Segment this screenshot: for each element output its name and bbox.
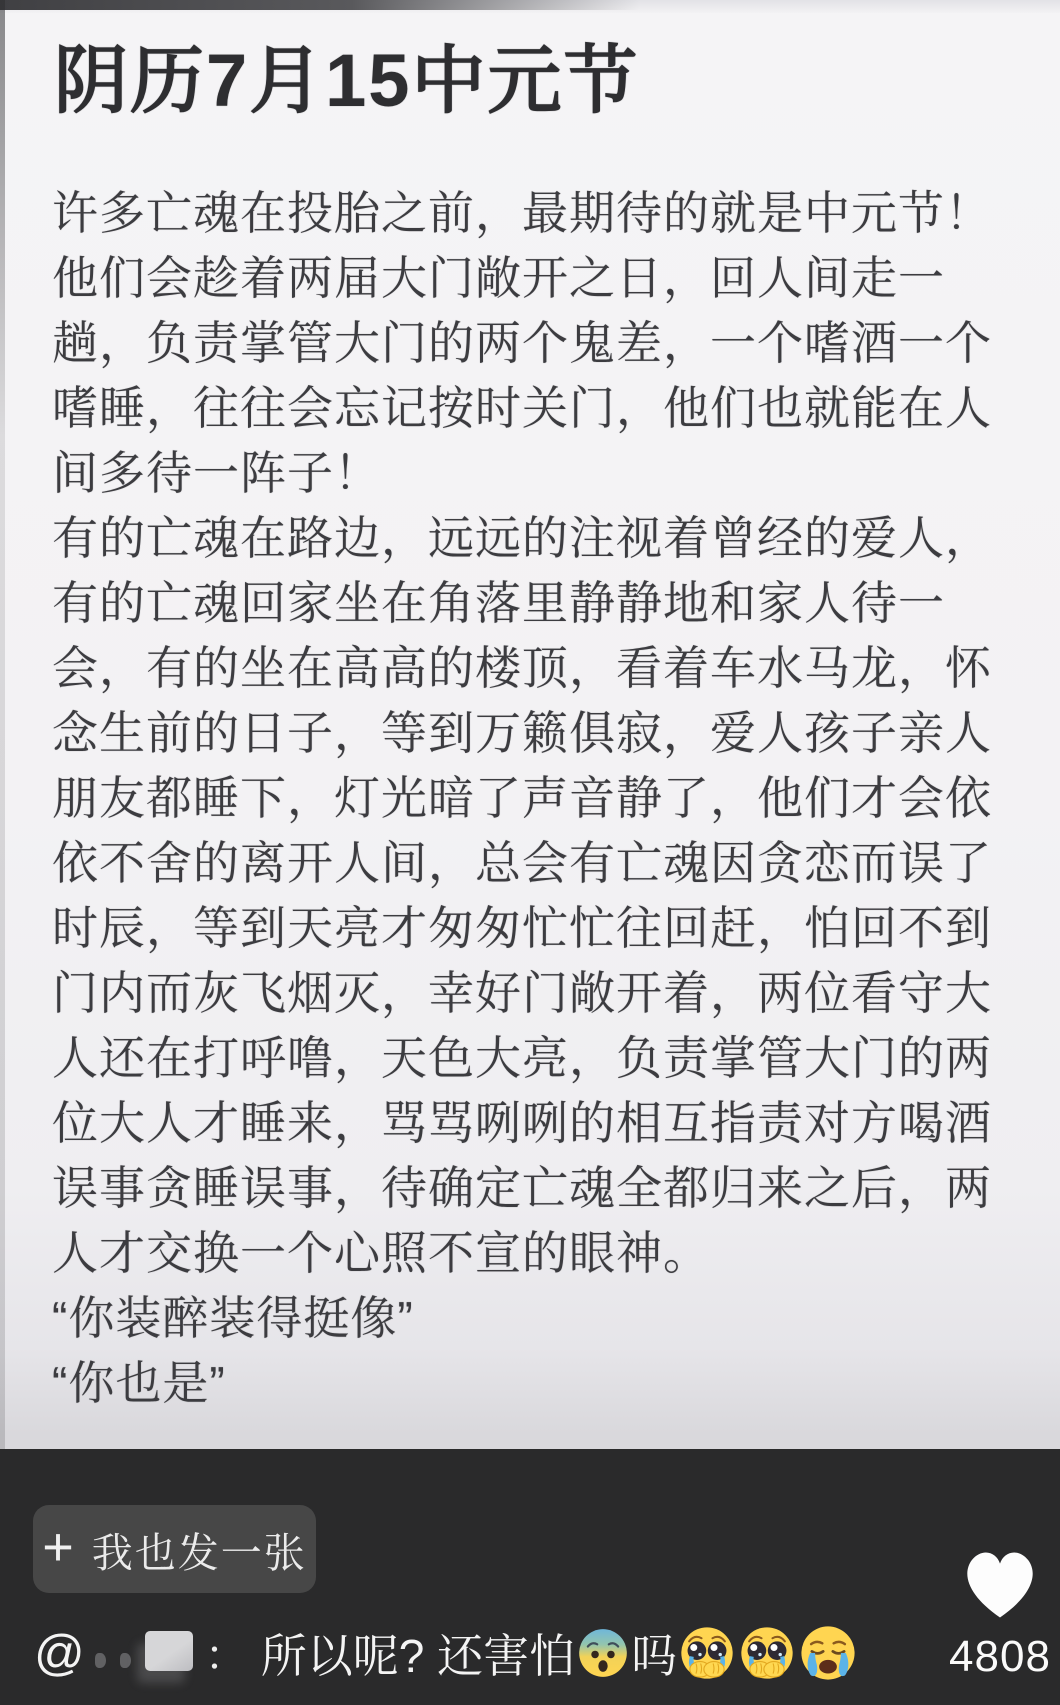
quote-line: “你装醉装得挺像” <box>52 1292 414 1344</box>
body-line: 会，有的坐在高高的楼顶，看着车水马龙，怀 <box>52 642 992 694</box>
body-line: 时辰，等到天亮才匆匆忙忙往回赶，怕回不到 <box>52 902 992 954</box>
comment-colon: ： <box>204 1632 247 1679</box>
photo-edge-left <box>0 0 5 1449</box>
post-title: 阴历7月15中元节 <box>54 39 640 122</box>
body-line: 有的亡魂回家坐在角落里静静地和家人待一 <box>52 577 945 629</box>
repost-button-label: 我也发一张 <box>91 1529 307 1576</box>
face-holding-back-tears-emoji <box>739 1625 795 1681</box>
body-line: 念生前的日子，等到万籁俱寂，爱人孩子亲人 <box>52 707 992 759</box>
body-line: 他们会趁着两届大门敞开之日，回人间走一 <box>52 252 945 304</box>
comment-text: 吗 <box>631 1630 678 1682</box>
face-holding-back-tears-emoji <box>679 1625 735 1681</box>
repost-button[interactable] <box>33 1505 316 1593</box>
post-body <box>52 181 1034 1416</box>
like-widget <box>940 1541 1060 1682</box>
body-line: 趟，负责掌管大门的两个鬼差，一个嗜酒一个 <box>52 317 992 369</box>
body-line: 有的亡魂在路边，远远的注视着曾经的爱人， <box>52 512 992 564</box>
body-line: 门内而灰飞烟灭，幸好门敞开着，两位看守大 <box>52 967 992 1019</box>
plus-icon: + <box>42 1517 74 1577</box>
photo-edge-dark <box>0 0 640 10</box>
body-line: 许多亡魂在投胎之前，最期待的就是中元节！ <box>52 187 992 239</box>
body-line: 误事贪睡误事，待确定亡魂全都归来之后，两 <box>52 1162 992 1214</box>
body-line: 间多待一阵子！ <box>52 447 381 499</box>
fearful-face-emoji <box>577 1627 629 1679</box>
like-count: 4808 <box>949 1632 1051 1681</box>
body-line: 位大人才睡来，骂骂咧咧的相互指责对方喝酒 <box>52 1097 992 1149</box>
comment-at-symbol: @ <box>34 1625 85 1681</box>
body-line: 嗜睡，往往会忘记按时关门，他们也就能在人 <box>52 382 992 434</box>
bottom-bar <box>0 1449 1060 1705</box>
body-line: 人才交换一个心照不宣的眼神。 <box>52 1227 710 1279</box>
comment-text: 所以呢? 还害怕 <box>260 1630 576 1682</box>
body-line: 依不舍的离开人间，总会有亡魂因贪恋而误了 <box>52 837 992 889</box>
body-line: 人还在打呼噜，天色大亮，负责掌管大门的两 <box>52 1032 992 1084</box>
quote-line: “你也是” <box>52 1357 226 1409</box>
heart-icon[interactable] <box>956 1541 1044 1623</box>
loudly-crying-face-emoji <box>799 1624 857 1682</box>
censored-username-mosaic[interactable] <box>145 1631 193 1671</box>
censored-username-marks <box>95 1653 131 1668</box>
body-line: 朋友都睡下，灯光暗了声音静了，他们才会依 <box>52 772 992 824</box>
comment-row <box>34 1615 859 1691</box>
